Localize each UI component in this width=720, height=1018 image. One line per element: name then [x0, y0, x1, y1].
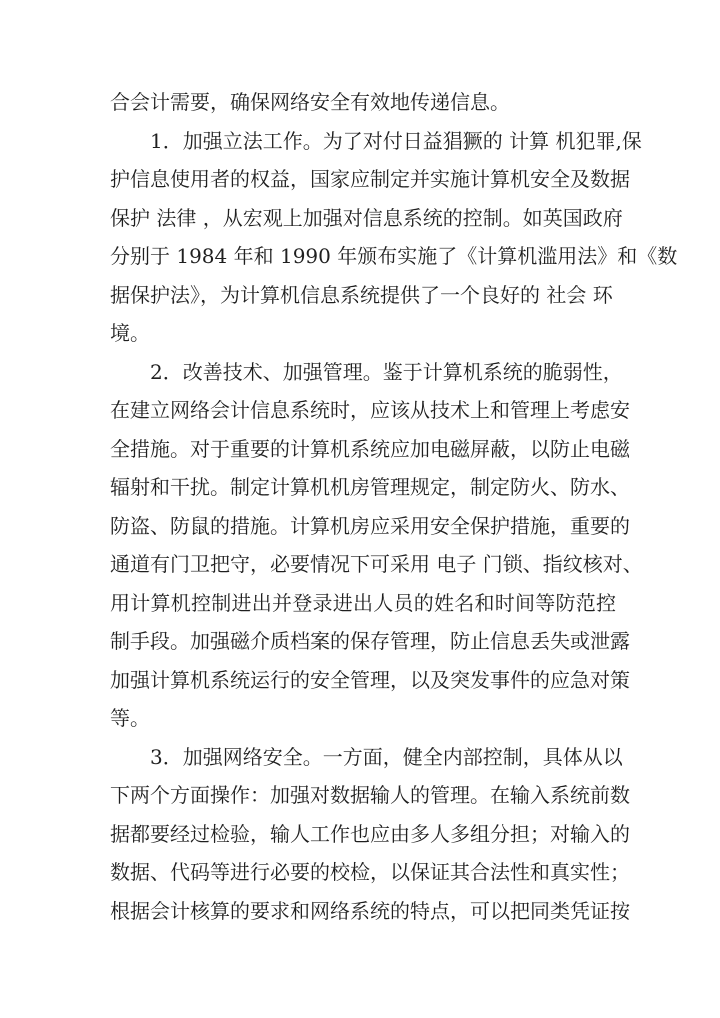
- paragraph-line: 用计算机控制进出并登录进出人员的姓名和时间等防范控: [110, 590, 616, 615]
- paragraph-line: 保护 法律 ，从宏观上加强对信息系统的控制。如英国政府: [110, 205, 623, 230]
- paragraph-line: 护信息使用者的权益，国家应制定并实施计算机安全及数据: [110, 167, 630, 191]
- paragraph-line: 境。: [110, 321, 150, 345]
- paragraph-line: 3．加强网络安全。一方面，健全内部控制，具体从以: [150, 744, 623, 769]
- paragraph-line: 2．改善技术、加强管理。鉴于计算机系统的脆弱性，: [150, 359, 623, 384]
- paragraph-line: 下两个方面操作：加强对数据输人的管理。在输入系统前数: [110, 783, 630, 807]
- paragraph-line: 在建立网络会计信息系统时，应该从技术上和管理上考虑安: [110, 398, 630, 422]
- paragraph-line: 合会计需要，确保网络安全有效地传递信息。: [110, 90, 510, 114]
- paragraph-line: 通道有门卫把守，必要情况下可采用 电子 门锁、指纹核对、: [110, 552, 643, 576]
- paragraph-line: 全措施。对于重要的计算机系统应加电磁屏蔽，以防止电磁: [110, 436, 630, 461]
- paragraph-line: 分别于 1984 年和 1990 年颁布实施了《计算机滥用法》和《数: [110, 244, 678, 268]
- paragraph-line: 据都要经过检验，输人工作也应由多人多组分担；对输入的: [110, 821, 630, 846]
- paragraph-line: 等。: [110, 706, 150, 730]
- paragraph-line: 辐射和干扰。制定计算机机房管理规定，制定防火、防水、: [110, 475, 630, 499]
- paragraph-line: 根据会计核算的要求和网络系统的特点，可以把同类凭证按: [110, 898, 630, 923]
- paragraph-line: 1．加强立法工作。为了对付日益猖獗的 计算 机犯罪,保: [150, 128, 642, 153]
- paragraph-line: 制手段。加强磁介质档案的保存管理，防止信息丢失或泄露: [110, 629, 630, 653]
- paragraph-line: 据保护法》，为计算机信息系统提供了一个良好的 社会 环: [110, 282, 613, 307]
- paragraph-line: 防盗、防鼠的措施。计算机房应采用安全保护措施，重要的: [110, 513, 630, 538]
- paragraph-line: 加强计算机系统运行的安全管理，以及突发事件的应急对策: [110, 667, 630, 692]
- body-text: [110, 83, 678, 930]
- paragraph-line: 数据、代码等进行必要的校检，以保证其合法性和真实性；: [110, 860, 630, 884]
